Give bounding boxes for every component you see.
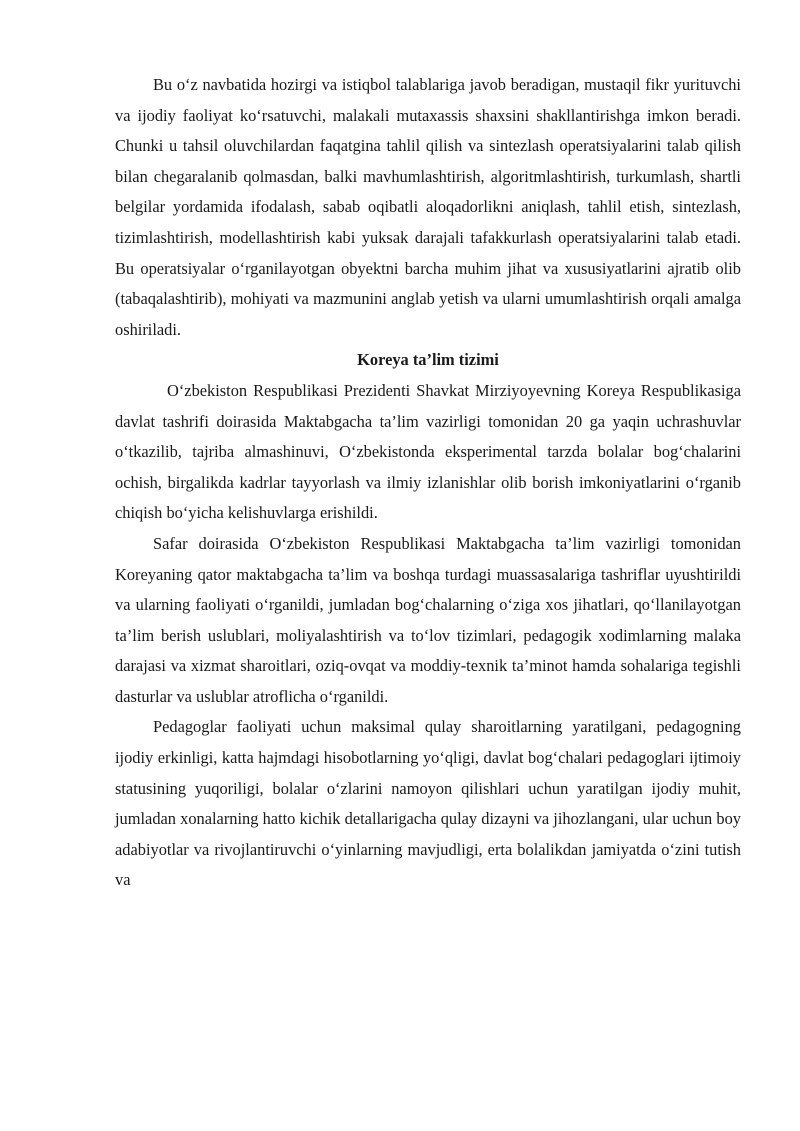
- document-page: [115, 70, 741, 896]
- paragraph-ministry-visits: Safar doirasida O‘zbekiston Respublikasi Maktabgacha ta’lim vazirligi tomonidan Koreyaning qator maktabgacha ta’lim va boshqa turdagi muassasalariga tashriflar uyushtirildi va ularning faoliyati o‘rganildi, jumladan bog‘chalarning o‘ziga xos jihatlari, qo‘llanilayotgan ta’lim berish uslublari, moliyalashtirish va to‘lov tizimlari, pedagogik xodimlarning malaka darajasi va xizmat sharoitlari, oziq-ovqat va moddiy-texnik ta’minot hamda sohalariga tegishli dasturlar va uslublar atroflicha o‘rganildi.: [115, 533, 741, 706]
- paragraph-intro: Bu o‘z navbatida hozirgi va istiqbol talablariga javob beradigan, mustaqil fikr yurituvchi va ijodiy faoliyat ko‘rsatuvchi, malakali mutaxassis shaxsini shakllantirishga imkon beradi. Chunki u tahsil oluvchilardan faqatgina tahlil qilish va sintezlash operatsiyalarini talab qilish bilan chegaralanib qolmasdan, balki mavhumlashtirish, algoritmlashtirish, turkumlash, shartli belgilar yordamida ifodalash, sabab oqibatli aloqadorlikni aniqlash, tahlil etish, sintezlash, tizimlashtirish, modellashtirish kabi yuksak darajali tafakkurlash operatsiyalarini talab etadi. Bu operatsiyalar o‘rganilayotgan obyektni barcha muhim jihat va xususiyatlarini ajratib olib (tabaqalashtirib), mohiyati va mazmunini anglab yetish va ularni umumlashtirish orqali amalga oshiriladi.: [115, 75, 741, 339]
- paragraph-teacher-conditions: Pedagoglar faoliyati uchun maksimal qulay sharoitlarning yaratilgani, pedagogning ijodiy erkinligi, katta hajmdagi hisobotlarning yo‘qligi, davlat bog‘chalari pedagoglari ijtimoiy statusining yuqoriligi, bolalar o‘zlarini namoyon qilishlari uchun yaratilgan ijodiy muhit, jumladan xonalarning hatto kichik detallarigacha qulay dizayni va jihozlangani, ular uchun boy adabiyotlar va rivojlantiruvchi o‘yinlarning mavjudligi, erta bolalikdan jamiyatda o‘zini tutish va: [115, 717, 741, 890]
- paragraph-state-visit: O‘zbekiston Respublikasi Prezidenti Shavkat Mirziyoyevning Koreya Respublikasiga davlat tashrifi doirasida Maktabgacha ta’lim vazirligi tomonidan 20 ga yaqin uchrashuvlar o‘tkazilib, tajriba almashinuvi, O‘zbekistonda eksperimental tarzda bolalar bog‘chalarini ochish, birgalikda kadrlar tayyorlash va ilmiy izlanishlar olib borish imkoniyatlarini o‘rganib chiqish bo‘yicha kelishuvlarga erishildi.: [115, 380, 741, 523]
- section-heading: Koreya ta’lim tizimi: [357, 350, 499, 370]
